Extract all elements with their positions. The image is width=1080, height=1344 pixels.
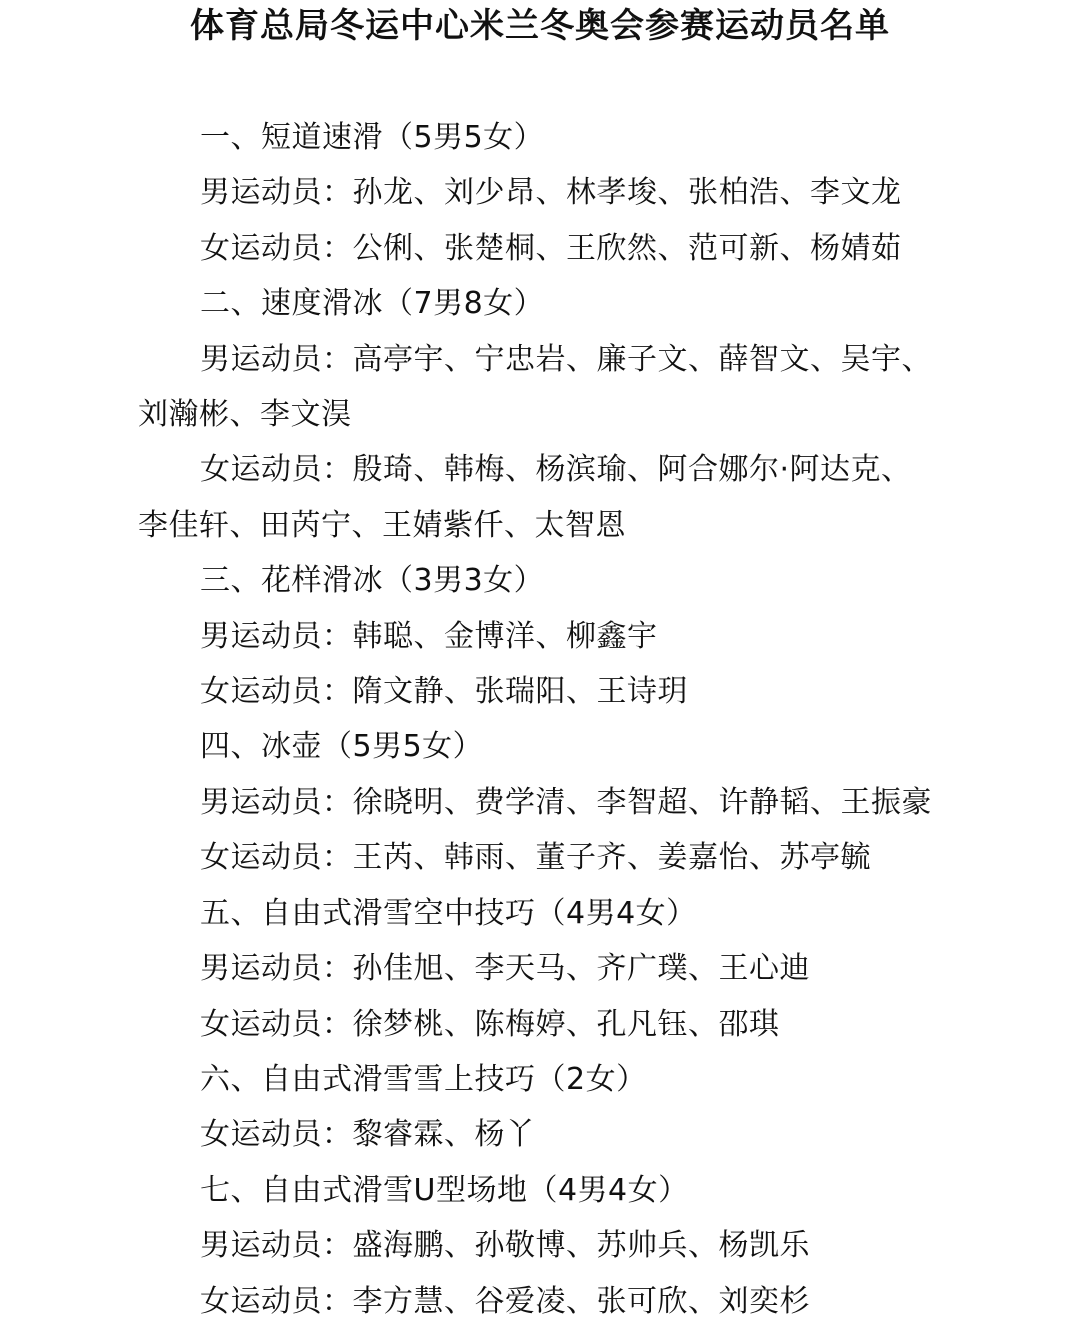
male-athletes-halfpipe: 男运动员：盛海鹏、孙敬博、苏帅兵、杨凯乐 xyxy=(200,1228,810,1264)
section-heading-halfpipe: 七、自由式滑雪U型场地（4男4女） xyxy=(200,1172,689,1208)
document-body xyxy=(138,110,948,1329)
female-athletes-speed-skating-continued: 李佳轩、田芮宁、王婧紫仟、太智恩 xyxy=(138,507,626,543)
female-athletes-aerials: 女运动员：徐梦桃、陈梅婷、孔凡钰、邵琪 xyxy=(200,1006,780,1042)
male-athletes-speed-skating: 男运动员：高亭宇、宁忠岩、廉子文、薛智文、吴宇、 xyxy=(200,341,932,377)
female-athletes-figure-skating: 女运动员：隋文静、张瑞阳、王诗玥 xyxy=(200,674,688,710)
male-athletes-short-track: 男运动员：孙龙、刘少昂、林孝埈、张柏浩、李文龙 xyxy=(200,175,902,211)
female-athletes-curling: 女运动员：王芮、韩雨、董子齐、姜嘉怡、苏亭毓 xyxy=(200,840,871,876)
male-athletes-speed-skating-continued: 刘瀚彬、李文淏 xyxy=(138,397,352,433)
page-title: 体育总局冬运中心米兰冬奥会参赛运动员名单 xyxy=(190,6,890,46)
section-heading-figure-skating: 三、花样滑冰（3男3女） xyxy=(200,563,545,599)
section-heading-moguls: 六、自由式滑雪雪上技巧（2女） xyxy=(200,1061,647,1097)
section-heading-aerials: 五、自由式滑雪空中技巧（4男4女） xyxy=(200,895,697,931)
male-athletes-aerials: 男运动员：孙佳旭、李天马、齐广璞、王心迪 xyxy=(200,951,810,987)
female-athletes-moguls: 女运动员：黎睿霖、杨丫 xyxy=(200,1117,536,1153)
female-athletes-short-track: 女运动员：公俐、张楚桐、王欣然、范可新、杨婧茹 xyxy=(200,230,902,266)
section-heading-curling: 四、冰壶（5男5女） xyxy=(200,729,484,765)
male-athletes-figure-skating: 男运动员：韩聪、金博洋、柳鑫宇 xyxy=(200,618,658,654)
female-athletes-speed-skating: 女运动员：殷琦、韩梅、杨滨瑜、阿合娜尔·阿达克、 xyxy=(200,452,912,488)
section-heading-speed-skating: 二、速度滑冰（7男8女） xyxy=(200,286,545,322)
section-heading-short-track: 一、短道速滑（5男5女） xyxy=(200,120,545,155)
male-athletes-curling: 男运动员：徐晓明、费学清、李智超、许静韬、王振豪 xyxy=(200,784,932,820)
female-athletes-halfpipe: 女运动员：李方慧、谷爱凌、张可欣、刘奕杉 xyxy=(200,1283,810,1319)
